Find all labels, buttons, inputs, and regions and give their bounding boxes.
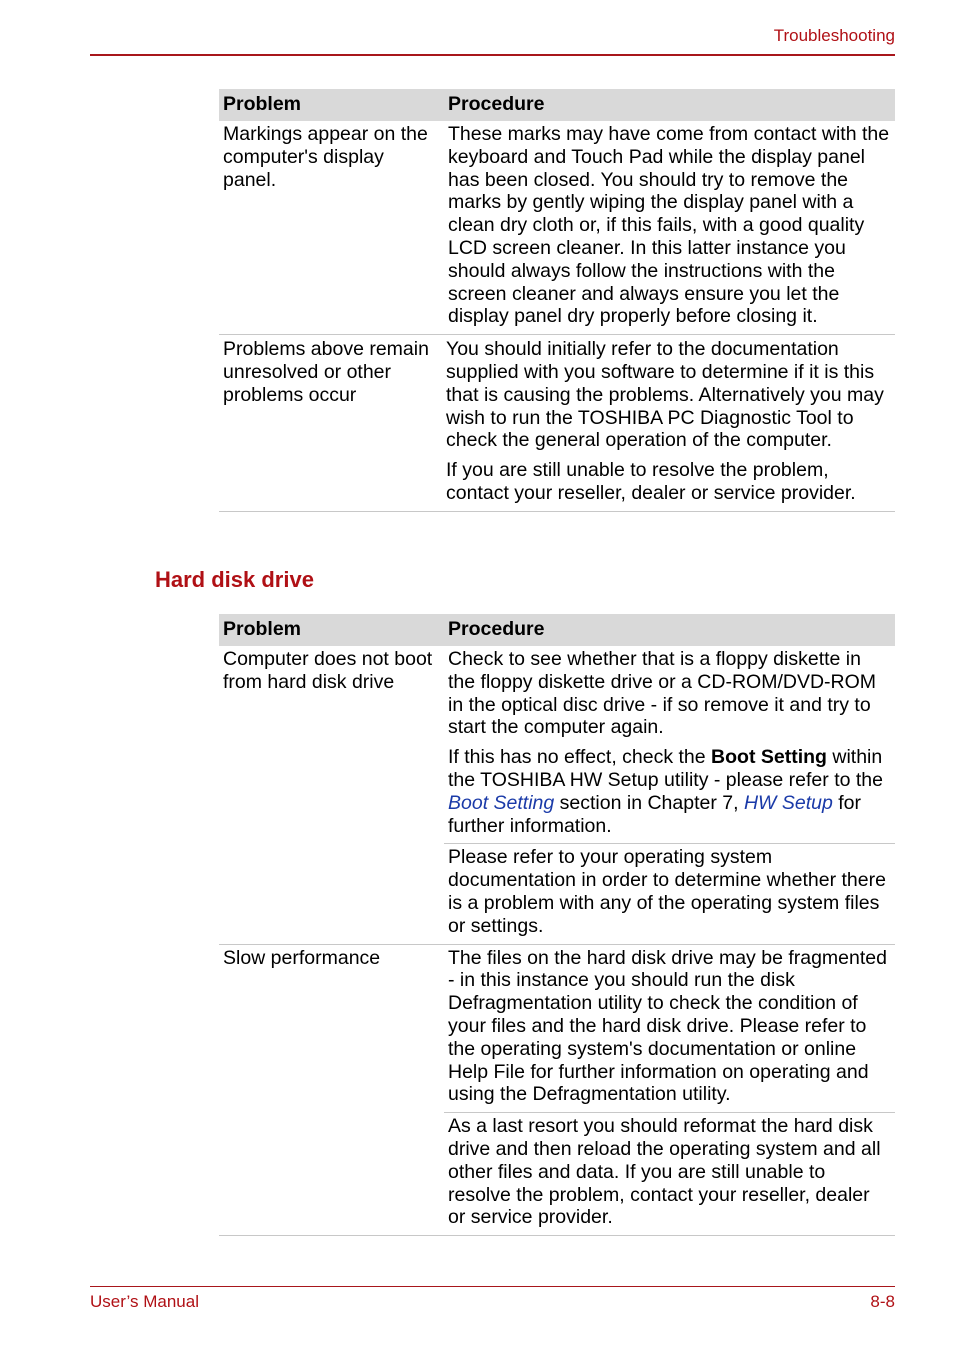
column-header-procedure: Procedure <box>444 89 895 121</box>
procedure-cell <box>444 335 895 512</box>
procedure-paragraph: Check to see whether that is a floppy diskette in the floppy diskette drive or a CD-ROM/DVD-ROM in the optical disc drive - if so remove it and try to start the computer again. <box>448 648 877 739</box>
table-row <box>219 335 895 512</box>
problem-cell: Markings appear on the computer's display panel. <box>219 121 444 335</box>
column-header-problem: Problem <box>219 89 444 121</box>
procedure-cell: The files on the hard disk drive may be fragmented - in this instance you should run the disk Defragmentation utility to check the condition of your files and the hard disk drive. Please refer to the operating system's documentation or online Help File for further information on operating and using the Defragmentation utility. <box>448 946 887 1106</box>
table-row <box>219 121 895 335</box>
troubleshooting-table-hard-disk <box>219 614 895 1236</box>
procedure-cell: Please refer to your operating system documentation in order to determine whether there is a problem with any of the operating system files or settings. <box>444 844 895 944</box>
page-number: 8-8 <box>870 1292 895 1311</box>
column-header-procedure: Procedure <box>444 614 895 646</box>
column-header-problem: Problem <box>219 614 444 646</box>
procedure-cell <box>444 646 895 844</box>
problem-cell: Slow performance <box>219 944 444 1236</box>
boot-setting-link[interactable]: Boot Setting <box>448 791 555 814</box>
problem-cell: Problems above remain unresolved or other problems occur <box>219 335 444 512</box>
procedure-cell: As a last resort you should reformat the hard disk drive and then reload the operating system and all other files and data. If you are still unable to resolve the problem, contact your reseller, dealer or service provider. <box>444 1113 895 1236</box>
procedure-paragraph: You should initially refer to the documentation supplied with you software to determine if it is this that is causing the problems. Alternatively you may wish to run the TOSHIBA PC Diagnostic Tool to check the general operation of the computer. <box>446 338 884 452</box>
hw-setup-link[interactable]: HW Setup <box>743 791 833 814</box>
footer-rule <box>90 1286 895 1287</box>
footer-manual-title: User’s Manual <box>90 1292 199 1311</box>
procedure-text: section in Chapter 7, <box>554 791 744 814</box>
procedure-text: within the TOSHIBA HW Setup utility - please refer to the <box>448 746 883 791</box>
running-header: Troubleshooting <box>773 26 895 45</box>
procedure-paragraph <box>448 746 891 837</box>
table-row <box>219 944 895 1113</box>
procedure-text: for further information. <box>448 791 861 837</box>
troubleshooting-table-display <box>219 89 895 512</box>
procedure-text: If this has no effect, check the <box>448 746 712 769</box>
boot-setting-term: Boot Setting <box>711 746 827 769</box>
header-rule <box>90 54 895 56</box>
procedure-paragraph: If you are still unable to resolve the problem, contact your reseller, dealer or service provider. <box>446 459 856 504</box>
section-heading: Hard disk drive <box>155 567 314 592</box>
problem-cell: Computer does not boot from hard disk drive <box>219 646 444 944</box>
procedure-cell: These marks may have come from contact with the keyboard and Touch Pad while the display panel has been closed. You should try to remove the marks by gently wiping the display panel with a clean dry cloth or, if this fails, with a good quality LCD screen cleaner. In this latter instance you should always follow the instructions with the screen cleaner and always ensure you let the display panel dry properly before closing it. <box>444 121 895 335</box>
table-row <box>219 646 895 844</box>
